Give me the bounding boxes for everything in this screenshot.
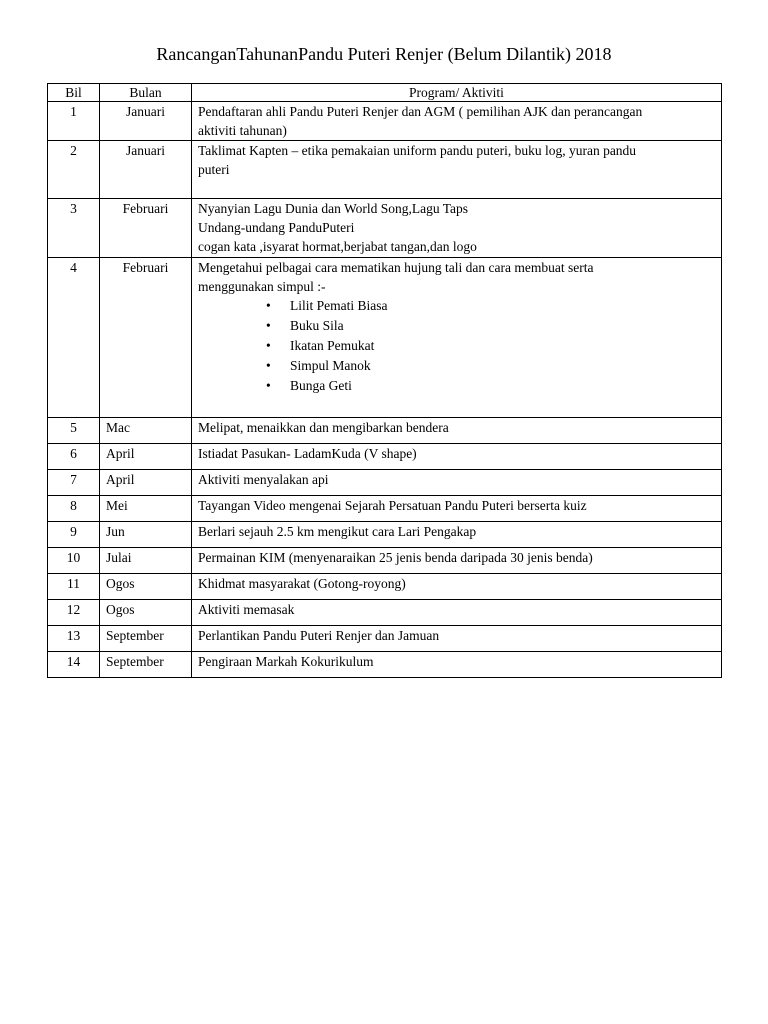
list-item bbox=[266, 316, 715, 336]
table-row bbox=[48, 199, 722, 258]
program-text-line: puteri bbox=[198, 162, 230, 177]
table-row bbox=[48, 652, 722, 678]
cell-bulan: April bbox=[100, 444, 192, 470]
program-text-line: Undang-undang PanduPuteri bbox=[198, 220, 355, 235]
table-header-row bbox=[48, 84, 722, 102]
cell-bulan: April bbox=[100, 470, 192, 496]
cell-program bbox=[192, 548, 722, 574]
bullet-icon: • bbox=[266, 378, 271, 393]
cell-program bbox=[192, 418, 722, 444]
cell-bil: 11 bbox=[48, 574, 100, 600]
table-row bbox=[48, 548, 722, 574]
table-row bbox=[48, 496, 722, 522]
list-item-label: Simpul Manok bbox=[290, 358, 371, 373]
program-text-line: Berlari sejauh 2.5 km mengikut cara Lari Pengakap bbox=[198, 524, 477, 539]
cell-program bbox=[192, 574, 722, 600]
bullet-icon: • bbox=[266, 318, 271, 333]
header-bulan: Bulan bbox=[100, 84, 192, 102]
program-text-line: Aktiviti memasak bbox=[198, 602, 295, 617]
program-text-line: Pengiraan Markah Kokurikulum bbox=[198, 654, 374, 669]
cell-program bbox=[192, 600, 722, 626]
list-item-label: Bunga Geti bbox=[290, 378, 352, 393]
cell-bil: 10 bbox=[48, 548, 100, 574]
cell-bulan: Februari bbox=[100, 258, 192, 418]
cell-bil: 8 bbox=[48, 496, 100, 522]
program-text-line: Perlantikan Pandu Puteri Renjer dan Jamuan bbox=[198, 628, 440, 643]
program-text-line: Tayangan Video mengenai Sejarah Persatuan Pandu Puteri berserta kuiz bbox=[198, 498, 587, 513]
activity-table bbox=[47, 83, 722, 678]
cell-bil: 13 bbox=[48, 626, 100, 652]
cell-bulan: September bbox=[100, 626, 192, 652]
cell-bil: 7 bbox=[48, 470, 100, 496]
program-text-line: menggunakan simpul :- bbox=[198, 279, 326, 294]
table-row bbox=[48, 258, 722, 418]
table-row bbox=[48, 444, 722, 470]
table-row bbox=[48, 626, 722, 652]
cell-bil: 14 bbox=[48, 652, 100, 678]
cell-program bbox=[192, 102, 722, 141]
cell-program bbox=[192, 444, 722, 470]
table-row bbox=[48, 522, 722, 548]
program-text-line: Mengetahui pelbagai cara mematikan hujung tali dan cara membuat serta bbox=[198, 260, 594, 275]
program-text-line: Taklimat Kapten – etika pemakaian uniform pandu puteri, buku log, yuran pandu bbox=[198, 143, 637, 158]
program-text-line: Khidmat masyarakat (Gotong-royong) bbox=[198, 576, 406, 591]
cell-bil: 5 bbox=[48, 418, 100, 444]
list-item-label: Lilit Pemati Biasa bbox=[290, 298, 388, 313]
table-row bbox=[48, 600, 722, 626]
list-item bbox=[266, 296, 715, 316]
cell-program bbox=[192, 141, 722, 199]
header-bil: Bil bbox=[48, 84, 100, 102]
cell-bil: 6 bbox=[48, 444, 100, 470]
cell-program bbox=[192, 199, 722, 258]
table-row bbox=[48, 574, 722, 600]
cell-program bbox=[192, 258, 722, 418]
table-body bbox=[48, 102, 722, 678]
program-text-line: Melipat, menaikkan dan mengibarkan bendera bbox=[198, 420, 449, 435]
cell-bulan: Ogos bbox=[100, 574, 192, 600]
knot-list bbox=[198, 296, 715, 396]
cell-bulan: Ogos bbox=[100, 600, 192, 626]
cell-bil: 1 bbox=[48, 102, 100, 141]
cell-bulan: Julai bbox=[100, 548, 192, 574]
list-item bbox=[266, 356, 715, 376]
program-text-line: cogan kata ,isyarat hormat,berjabat tangan,dan logo bbox=[198, 239, 477, 254]
cell-bil: 12 bbox=[48, 600, 100, 626]
list-item-label: Buku Sila bbox=[290, 318, 344, 333]
table-row bbox=[48, 418, 722, 444]
cell-bulan: Januari bbox=[100, 102, 192, 141]
cell-program bbox=[192, 522, 722, 548]
cell-bulan: Januari bbox=[100, 141, 192, 199]
program-text-line: Permainan KIM (menyenaraikan 25 jenis benda daripada 30 jenis benda) bbox=[198, 550, 593, 565]
program-text-line: Nyanyian Lagu Dunia dan World Song,Lagu Taps bbox=[198, 201, 469, 216]
cell-bulan: September bbox=[100, 652, 192, 678]
cell-program bbox=[192, 470, 722, 496]
cell-program bbox=[192, 626, 722, 652]
program-text-line: aktiviti tahunan) bbox=[198, 123, 287, 138]
table-row bbox=[48, 141, 722, 199]
list-item bbox=[266, 336, 715, 356]
table-row bbox=[48, 470, 722, 496]
cell-program bbox=[192, 496, 722, 522]
program-text-line: Aktiviti menyalakan api bbox=[198, 472, 329, 487]
bullet-icon: • bbox=[266, 358, 271, 373]
cell-bil: 2 bbox=[48, 141, 100, 199]
cell-bulan: Mei bbox=[100, 496, 192, 522]
bullet-icon: • bbox=[266, 338, 271, 353]
page-title: RancanganTahunanPandu Puteri Renjer (Belum Dilantik) 2018 bbox=[156, 44, 612, 64]
list-item-label: Ikatan Pemukat bbox=[290, 338, 375, 353]
bullet-icon: • bbox=[266, 298, 271, 313]
cell-bulan: Februari bbox=[100, 199, 192, 258]
table-row bbox=[48, 102, 722, 141]
cell-bil: 9 bbox=[48, 522, 100, 548]
cell-bil: 4 bbox=[48, 258, 100, 418]
program-text-line: Pendaftaran ahli Pandu Puteri Renjer dan AGM ( pemilihan AJK dan perancangan bbox=[198, 104, 643, 119]
cell-bil: 3 bbox=[48, 199, 100, 258]
program-text-line: Istiadat Pasukan- LadamKuda (V shape) bbox=[198, 446, 417, 461]
cell-program bbox=[192, 652, 722, 678]
cell-bulan: Jun bbox=[100, 522, 192, 548]
header-program: Program/ Aktiviti bbox=[192, 84, 722, 102]
cell-bulan: Mac bbox=[100, 418, 192, 444]
list-item bbox=[266, 376, 715, 396]
